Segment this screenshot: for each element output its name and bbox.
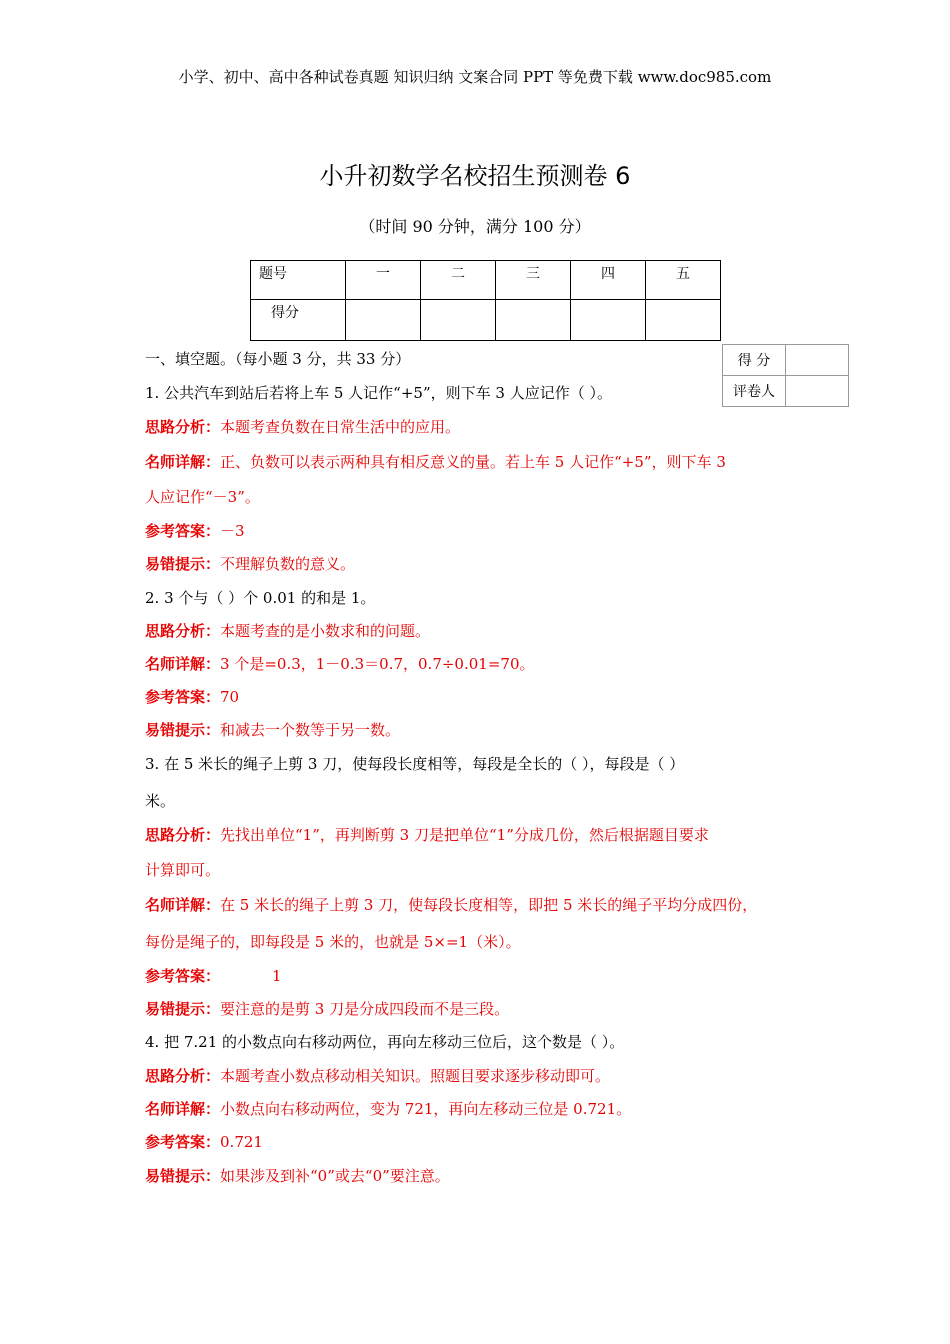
q3-analysis-text: 先找出单位“1”，再判断剪 3 刀是把单位“1”分成几份，然后根据题目要求 [220, 826, 709, 844]
q3-analysis-cont: 计算即可。 [145, 861, 221, 879]
q1-detail-text: 正、负数可以表示两种具有相反意义的量。若上车 5 人记作“+5”，则下车 3 [220, 453, 726, 471]
tip-label: 易错提示： [145, 721, 221, 739]
question-1: 1. 公共汽车到站后若将上车 5 人记作“+5”，则下车 3 人应记作（ ）。 [145, 384, 612, 402]
q1-answer-text: －3 [220, 522, 245, 540]
analysis-label: 思路分析： [145, 1067, 221, 1085]
q4-detail-text: 小数点向右移动两位，变为 721，再向左移动三位是 0.721。 [220, 1100, 632, 1118]
q2-detail-text: 3 个是=0.3，1－0.3＝0.7，0.7÷0.01=70。 [220, 655, 535, 673]
grader-score-cell [786, 345, 849, 376]
score-cell [346, 300, 421, 341]
q4-tip [145, 1165, 450, 1186]
score-cell [646, 300, 721, 341]
detail-label: 名师详解： [145, 453, 221, 471]
question-3-cont: 米。 [145, 792, 176, 810]
section-heading: 一、填空题。（每小题 3 分，共 33 分） [145, 350, 411, 368]
grader-name-cell [786, 376, 849, 407]
exam-info: （时间 90 分钟，满分 100 分） [359, 217, 591, 236]
page-header: 小学、初中、高中各种试卷真题 知识归纳 文案合同 PPT 等免费下载 www.doc985.com [178, 68, 772, 86]
q3-detail [145, 894, 757, 915]
q1-analysis [145, 416, 460, 437]
score-cell [421, 300, 496, 341]
q2-tip [145, 719, 400, 740]
score-table-score-label: 得分 [251, 300, 346, 341]
tip-label: 易错提示： [145, 555, 221, 573]
q3-answer-text: 1 [272, 967, 282, 985]
q3-detail-cont: 每份是绳子的，即每段是 5 米的，也就是 5×=1（米）。 [145, 933, 521, 951]
score-table-header-4: 四 [571, 261, 646, 300]
q4-analysis [145, 1065, 610, 1086]
q3-analysis [145, 824, 709, 845]
score-table-header-label: 题号 [251, 261, 346, 300]
q1-detail [145, 451, 726, 472]
q4-answer-text: 0.721 [220, 1133, 263, 1151]
page-title: 小升初数学名校招生预测卷 6 [319, 162, 631, 190]
q4-analysis-text: 本题考查小数点移动相关知识。照题目要求逐步移动即可。 [220, 1067, 611, 1085]
grader-name-label: 评卷人 [723, 376, 786, 407]
score-table-header-3: 三 [496, 261, 571, 300]
q2-tip-text: 和减去一个数等于另一数。 [220, 721, 401, 739]
q3-detail-text: 在 5 米长的绳子上剪 3 刀，使每段长度相等，即把 5 米长的绳子平均分成四份， [220, 896, 758, 914]
analysis-label: 思路分析： [145, 826, 221, 844]
q3-tip-text: 要注意的是剪 3 刀是分成四段而不是三段。 [220, 1000, 510, 1018]
score-cell [571, 300, 646, 341]
q3-answer [145, 965, 282, 986]
detail-label: 名师详解： [145, 896, 221, 914]
score-table-header-5: 五 [646, 261, 721, 300]
q4-tip-text: 如果涉及到补“0”或去“0”要注意。 [220, 1167, 450, 1185]
score-table-header-2: 二 [421, 261, 496, 300]
detail-label: 名师详解： [145, 1100, 221, 1118]
q1-detail-cont: 人应记作“－3”。 [145, 488, 260, 506]
score-table [250, 260, 721, 341]
q2-answer-text: 70 [220, 688, 240, 706]
q2-analysis-text: 本题考查的是小数求和的问题。 [220, 622, 431, 640]
q1-tip-text: 不理解负数的意义。 [220, 555, 356, 573]
question-2: 2. 3 个与（ ）个 0.01 的和是 1。 [145, 589, 376, 607]
tip-label: 易错提示： [145, 1000, 221, 1018]
analysis-label: 思路分析： [145, 622, 221, 640]
q4-detail [145, 1098, 631, 1119]
score-cell [496, 300, 571, 341]
score-table-header-1: 一 [346, 261, 421, 300]
question-3: 3. 在 5 米长的绳子上剪 3 刀，使每段长度相等，每段是全长的（ ），每段是（ ） [145, 755, 685, 773]
q1-tip [145, 553, 355, 574]
answer-label: 参考答案： [145, 522, 221, 540]
answer-label: 参考答案： [145, 967, 221, 985]
detail-label: 名师详解： [145, 655, 221, 673]
q1-analysis-text: 本题考查负数在日常生活中的应用。 [220, 418, 461, 436]
grader-score-label: 得 分 [723, 345, 786, 376]
analysis-label: 思路分析： [145, 418, 221, 436]
tip-label: 易错提示： [145, 1167, 221, 1185]
q2-answer [145, 686, 239, 707]
answer-label: 参考答案： [145, 688, 221, 706]
q3-tip [145, 998, 509, 1019]
answer-label: 参考答案： [145, 1133, 221, 1151]
grader-box [722, 344, 849, 407]
question-4: 4. 把 7.21 的小数点向右移动两位，再向左移动三位后，这个数是（ ）。 [145, 1033, 625, 1051]
q4-answer [145, 1131, 263, 1152]
q1-answer [145, 520, 245, 541]
q2-detail [145, 653, 534, 674]
q2-analysis [145, 620, 430, 641]
